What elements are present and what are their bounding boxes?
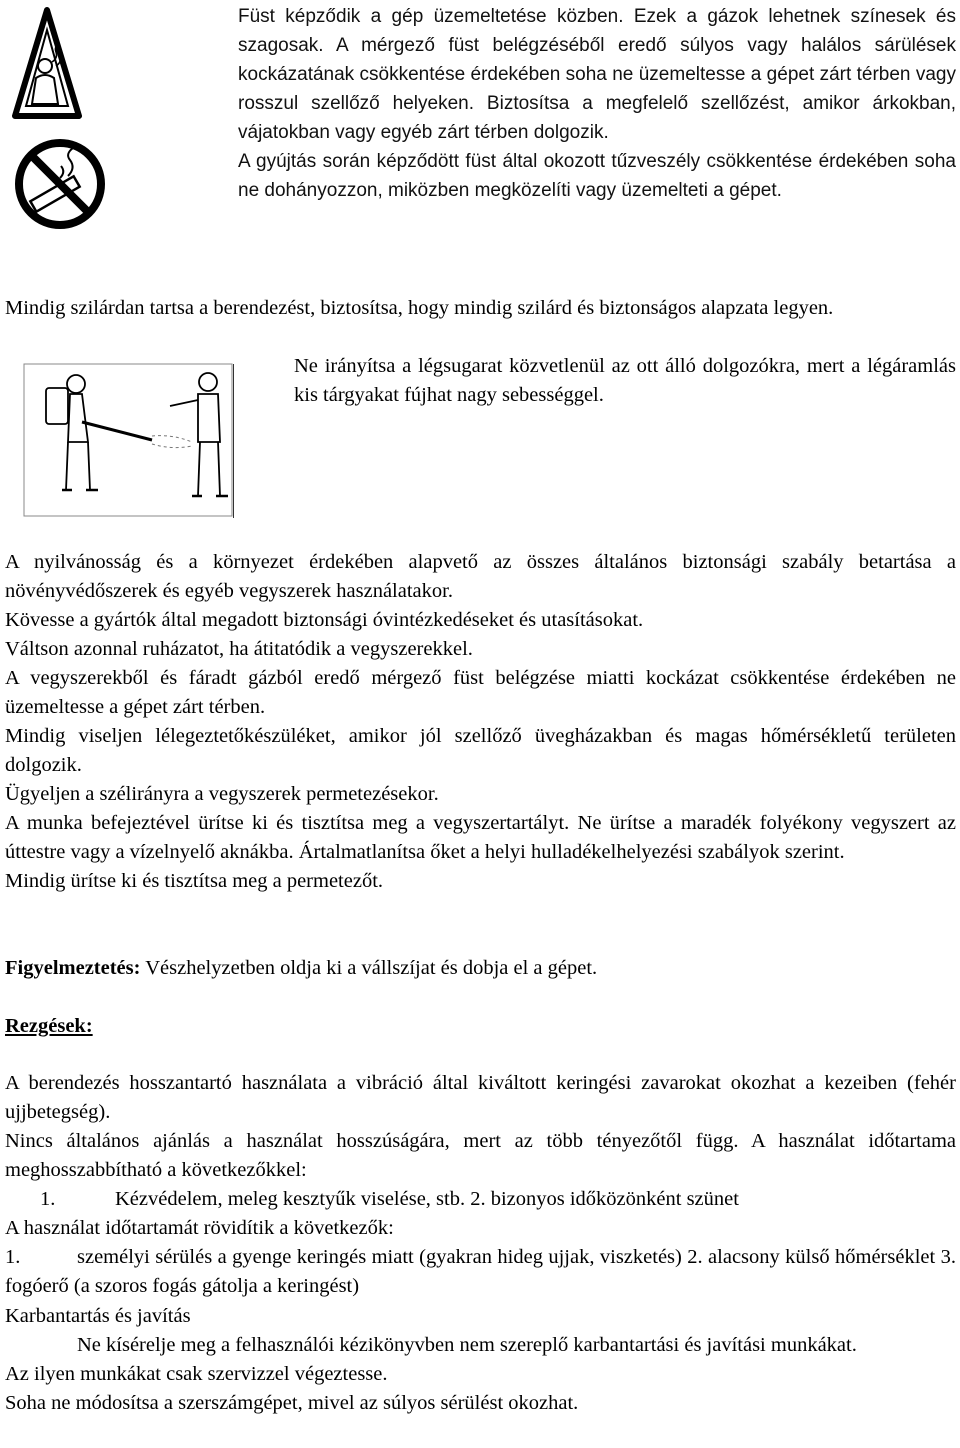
maintenance-paragraph: Ne kísérelje meg a felhasználói kézikönyvben nem szereplő karbantartási és javítási munkákat. (77, 1334, 857, 1356)
stability-paragraph: Mindig szilárdan tartsa a berendezést, biztosítsa, hogy mindig szilárd és biztonságos alapzata legyen. (5, 297, 834, 319)
maintenance-section (5, 1302, 956, 1418)
chemicals-line: A munka befejeztével ürítse ki és tisztítsa meg a vegyszertartályt. Ne ürítse a maradék folyékony vegyszert az úttestre vagy a vízelnyelő aknákba. Ártalmatlanítsa őket a helyi hulladékelhelyezési szabályok szerint. (5, 812, 956, 863)
maintenance-heading: Karbantartás és javítás (5, 1305, 191, 1327)
chemicals-line: Mindig viseljen lélegeztetőkészüléket, amikor jól szellőző üvegházakban és magas hőmérsékletű területen dolgozik. (5, 725, 956, 776)
shorten-list-item (5, 1243, 956, 1301)
vibration-paragraph: A berendezés hosszantartó használata a vibráció által kiváltott keringési zavarokat okozhat a kezeiben (fehér ujjbetegség). (5, 1072, 956, 1123)
smoke-warning-text (238, 2, 956, 205)
vibration-section (5, 1069, 956, 1301)
warning-label: Figyelmeztetés: (5, 957, 141, 979)
air-blower-illustration (22, 362, 234, 520)
air-jet-paragraph: Ne irányítsa a légsugarat közvetlenül az ott álló dolgozókra, mert a légáramlás kis tárgyakat fújhat nagy sebességgel. (294, 355, 956, 406)
vibration-paragraph: Nincs általános ajánlás a használat hosszúságára, mert az több tényezőtől függ. A használat időtartama meghosszabbítható a következőkkel: (5, 1130, 956, 1181)
warning-text: Vészhelyzetben oldja ki a vállszíjat és dobja el a gépet. (140, 957, 598, 979)
chemicals-line: Mindig ürítse ki és tisztítsa meg a permetezőt. (5, 870, 384, 892)
maintenance-paragraph: Az ilyen munkákat csak szervizzel végeztesse. (5, 1363, 388, 1385)
chemicals-line: A vegyszerekből és fáradt gázból eredő mérgező füst belégzése miatti kockázat csökkentése érdekében ne üzemeltesse a gépet zárt térben. (5, 667, 956, 718)
list-number: 1. (5, 1246, 21, 1268)
chemicals-line: Váltson azonnal ruházatot, ha átitatódik a vegyszerekkel. (5, 638, 473, 660)
list-text: személyi sérülés a gyenge keringés miatt (gyakran hideg ujjak, viszketés) 2. alacsony külső hőmérséklet 3. fogóerő (a szoros fogás gátolja a keringést) (5, 1246, 956, 1297)
chemicals-line: A nyilvánosság és a környezet érdekében alapvető az összes általános biztonsági szabály betartása a növényvédőszerek és egyéb vegyszerek használatakor. (5, 551, 956, 602)
extend-list-item (5, 1185, 956, 1214)
list-number: 1. (40, 1188, 56, 1210)
smoke-paragraph: Füst képződik a gép üzemeltetése közben. Ezek a gázok lehetnek színesek és szagosak. A mérgező füst belégzéséből eredő súlyos vagy halálos sárülések kockázatának csökkentése érdekében soha ne üzemeltesse a gépet zárt térben vagy rosszul szellőző helyeken. Biztosítsa a megfelelő szellőzést, amikor árkokban, vájatokban vagy egyéb zárt térben dolgozik. (238, 6, 956, 143)
emergency-warning (5, 954, 956, 983)
chemicals-section (5, 548, 956, 896)
shorten-intro: A használat időtartamát rövidítik a következők: (5, 1217, 394, 1239)
maintenance-paragraph: Soha ne módosítsa a szerszámgépet, mivel az súlyos sérülést okozhat. (5, 1392, 579, 1414)
list-text: Kézvédelem, meleg kesztyűk viselése, stb. 2. bizonyos időközönként szünet (115, 1188, 739, 1210)
no-smoking-icon (12, 136, 108, 232)
chemicals-line: Ügyeljen a szélirányra a vegyszerek permetezésekor. (5, 783, 439, 805)
toxic-smoke-warning-icon (12, 6, 82, 120)
vibration-heading: Rezgések: (5, 1015, 93, 1037)
fire-paragraph: A gyújtás során képződött füst által okozott tűzveszély csökkentése érdekében soha ne dohányozzon, miközben megközelíti vagy üzemelteti a gépet. (238, 151, 956, 201)
chemicals-line: Kövesse a gyártók által megadott biztonsági óvintézkedéseket és utasításokat. (5, 609, 644, 631)
